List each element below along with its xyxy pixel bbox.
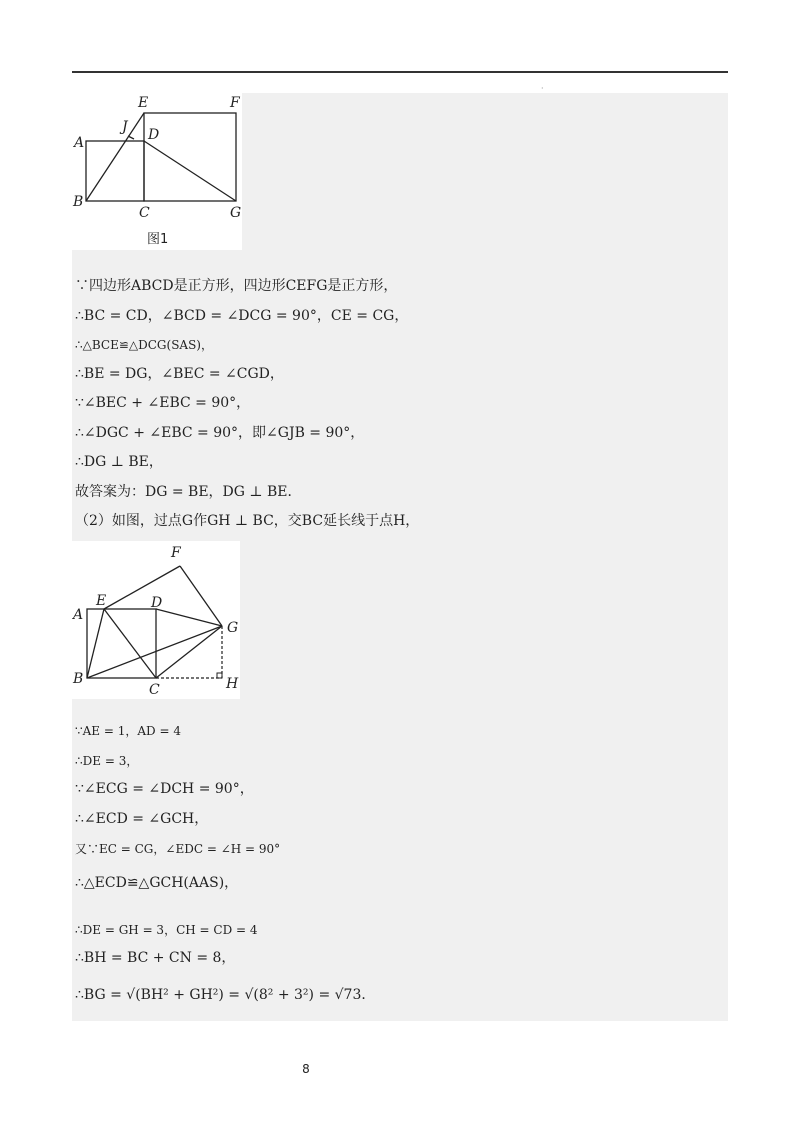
fig1-label-C: C xyxy=(139,205,150,221)
text-line: ∴DE = 3， xyxy=(75,754,139,768)
fig2-label-C: C xyxy=(149,682,160,698)
text-line: ∴∠ECD = ∠GCH， xyxy=(75,811,209,827)
header-mark: · xyxy=(541,84,544,93)
text-line: ∴∠DGC + ∠EBC = 90°，即∠GJB = 90°， xyxy=(75,425,365,441)
header-rule xyxy=(72,71,728,73)
text-line: ∵四边形ABCD是正方形，四边形CEFG是正方形， xyxy=(75,278,398,294)
text-line: ∴BE = DG，∠BEC = ∠CGD， xyxy=(75,366,284,382)
fig2-label-B: B xyxy=(73,671,84,687)
text-line: ∴BH = BC + CN = 8， xyxy=(75,950,236,966)
text-line: ∵AE = 1，AD = 4 xyxy=(75,724,181,738)
fig2-label-G: G xyxy=(227,620,239,636)
fig1-label-E: E xyxy=(138,95,149,111)
fig1-label-B: B xyxy=(73,194,84,210)
text-line: ∴△BCE≌△DCG(SAS)， xyxy=(75,338,213,352)
text-line: ∴BC = CD，∠BCD = ∠DCG = 90°，CE = CG， xyxy=(75,308,409,324)
text-line: ∴DG ⊥ BE， xyxy=(75,454,163,470)
fig2-label-D: D xyxy=(151,595,163,611)
page-number: 8 xyxy=(302,1062,310,1076)
figure-2 xyxy=(72,541,240,699)
fig2-label-F: F xyxy=(171,545,181,561)
text-line: ∵∠BEC + ∠EBC = 90°， xyxy=(75,395,251,411)
fig1-label-G: G xyxy=(230,205,242,221)
fig1-label-F: F xyxy=(230,95,240,111)
text-line: 故答案为：DG = BE，DG ⊥ BE． xyxy=(75,484,302,500)
text-line: ∴△ECD≌△GCH(AAS)， xyxy=(75,875,239,891)
fig1-caption: 图1 xyxy=(147,232,169,247)
text-line: ∴BG = √(BH² + GH²) = √(8² + 3²) = √73． xyxy=(75,987,376,1003)
text-line: ∴DE = GH = 3，CH = CD = 4 xyxy=(75,923,258,937)
text-line: 又∵EC = CG，∠EDC = ∠H = 90° xyxy=(75,842,281,856)
fig2-label-H: H xyxy=(226,676,239,692)
text-line: （2）如图，过点G作GH ⊥ BC，交BC延长线于点H， xyxy=(75,513,420,529)
fig1-label-D: D xyxy=(148,127,160,143)
fig1-label-A: A xyxy=(74,135,85,151)
figure-1 xyxy=(72,93,242,250)
text-line: ∵∠ECG = ∠DCH = 90°， xyxy=(75,781,254,797)
fig2-label-E: E xyxy=(96,593,107,609)
fig1-label-J: J xyxy=(122,119,128,135)
fig2-label-A: A xyxy=(73,607,84,623)
